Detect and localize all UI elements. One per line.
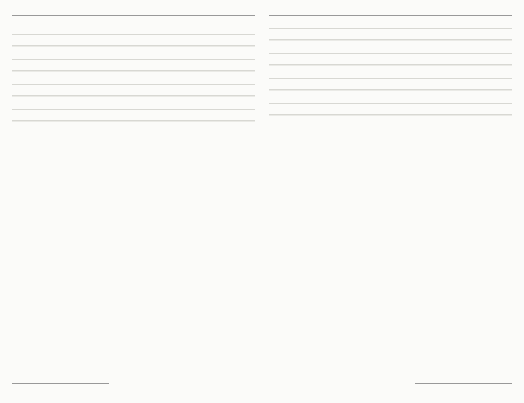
paragraph: [12, 53, 255, 75]
footnote-divider: [415, 383, 512, 384]
paragraph: [12, 103, 255, 125]
footnote-divider: [12, 383, 109, 384]
left-page-body: [12, 28, 255, 379]
right-page-body: [269, 22, 512, 379]
paragraph: [12, 28, 255, 50]
right-page: [269, 12, 512, 395]
right-page-footnotes: [269, 387, 512, 395]
right-page-running-head: [269, 12, 512, 16]
paragraph: [12, 78, 255, 100]
paragraph: [269, 22, 512, 44]
left-page: [12, 12, 255, 395]
paragraph: [269, 97, 512, 119]
left-page-running-head: [12, 12, 255, 16]
paragraph: [269, 72, 512, 94]
paragraph: [269, 47, 512, 69]
left-page-footnotes: [12, 387, 255, 395]
